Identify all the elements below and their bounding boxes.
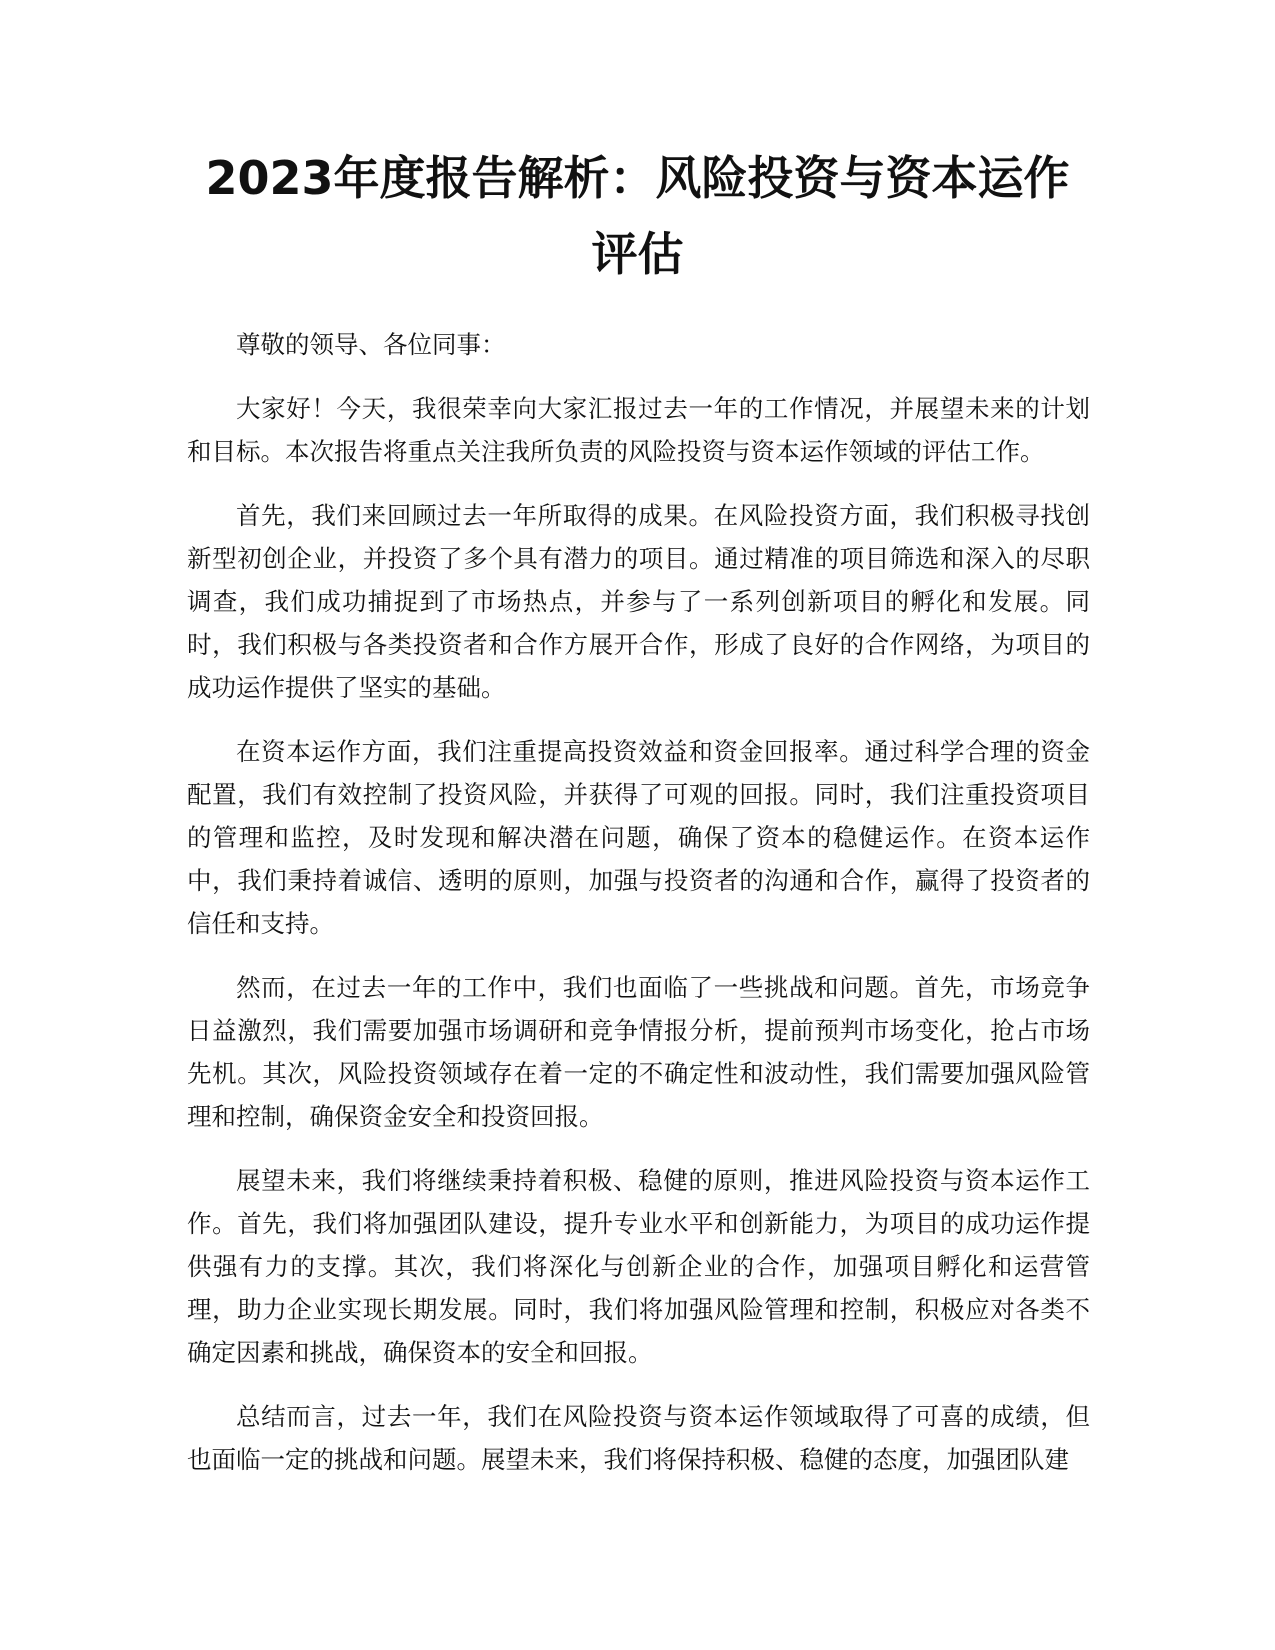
document-body [187, 323, 1090, 1502]
intro-paragraph: 大家好！今天，我很荣幸向大家汇报过去一年的工作情况，并展望未来的计划和目标。本次报告将重点关注我所负责的风险投资与资本运作领域的评估工作。 [187, 394, 1090, 466]
summary-paragraph: 总结而言，过去一年，我们在风险投资与资本运作领域取得了可喜的成绩，但也面临一定的挑战和问题。展望未来，我们将保持积极、稳健的态度，加强团队建 [187, 1402, 1090, 1474]
document-title: 2023年度报告解析：风险投资与资本运作评估 [205, 151, 1070, 281]
outlook-paragraph: 展望未来，我们将继续秉持着积极、稳健的原则，推进风险投资与资本运作工作。首先，我们将加强团队建设，提升专业水平和创新能力，为项目的成功运作提供强有力的支撑。其次，我们将深化与创新企业的合作，加强项目孵化和运营管理，助力企业实现长期发展。同时，我们将加强风险管理和控制，积极应对各类不确定因素和挑战，确保资本的安全和回报。 [187, 1166, 1090, 1367]
capital-operation-paragraph: 在资本运作方面，我们注重提高投资效益和资金回报率。通过科学合理的资金配置，我们有效控制了投资风险，并获得了可观的回报。同时，我们注重投资项目的管理和监控，及时发现和解决潜在问题，确保了资本的稳健运作。在资本运作中，我们秉持着诚信、透明的原则，加强与投资者的沟通和合作，赢得了投资者的信任和支持。 [187, 737, 1090, 938]
achievements-paragraph: 首先，我们来回顾过去一年所取得的成果。在风险投资方面，我们积极寻找创新型初创企业，并投资了多个具有潜力的项目。通过精准的项目筛选和深入的尽职调查，我们成功捕捉到了市场热点，并参与了一系列创新项目的孵化和发展。同时，我们积极与各类投资者和合作方展开合作，形成了良好的合作网络，为项目的成功运作提供了坚实的基础。 [187, 501, 1090, 702]
salutation-paragraph: 尊敬的领导、各位同事： [236, 330, 506, 359]
challenges-paragraph: 然而，在过去一年的工作中，我们也面临了一些挑战和问题。首先，市场竞争日益激烈，我们需要加强市场调研和竞争情报分析，提前预判市场变化，抢占市场先机。其次，风险投资领域存在着一定的不确定性和波动性，我们需要加强风险管理和控制，确保资金安全和投资回报。 [187, 973, 1090, 1131]
